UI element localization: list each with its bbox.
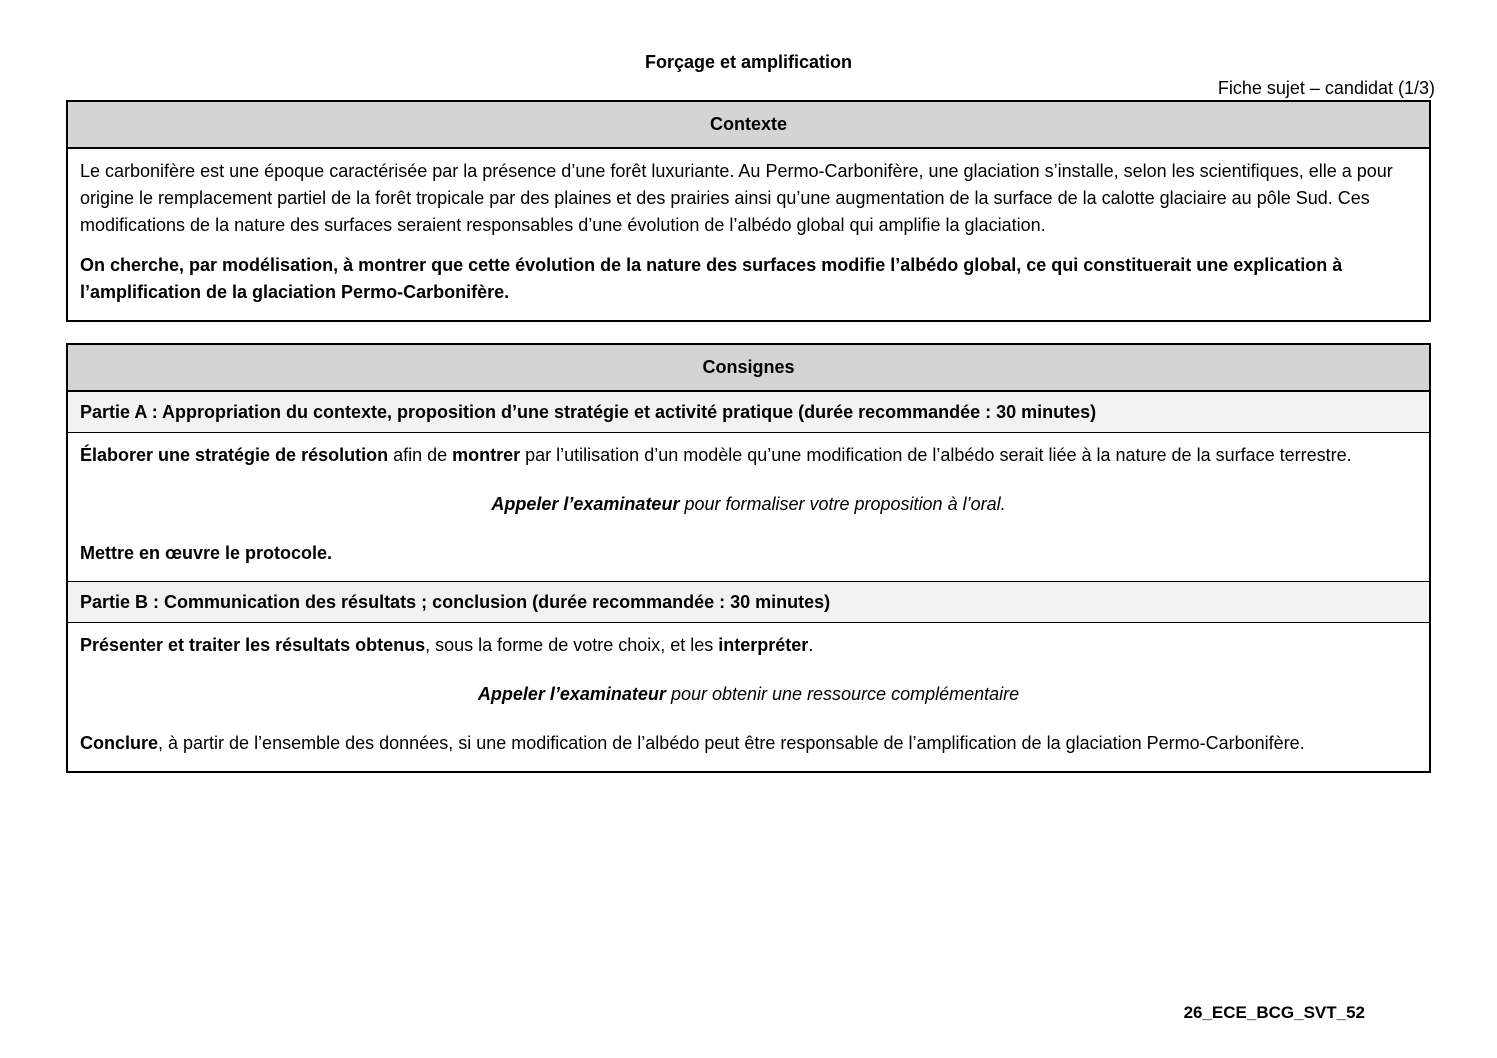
partie-b-present-paragraph: Présenter et traiter les résultats obtenus, sous la forme de votre choix, et les interpréter. <box>80 635 814 655</box>
contexte-table <box>66 100 1431 322</box>
partie-a-body-cell <box>68 442 1429 581</box>
partie-b-body-cell <box>68 632 1429 771</box>
partie-a-examiner-call: Appeler l’examinateur pour formaliser votre proposition à l’oral. <box>491 494 1006 514</box>
contexte-intro-paragraph: Le carbonifère est une époque caractérisée par la présence d’une forêt luxuriante. Au Permo-Carbonifère, une glaciation s’installe, selon les scientifiques, elle a pour origine le remplacement partiel de la forêt tropicale par des plaines et des prairies ainsi qu’une augmentation de la surface de la calotte glaciaire au pôle Sud. Ces modifications de la nature des surfaces seraient responsables d’une évolution de l’albédo global qui amplifie la glaciation. <box>80 161 1393 235</box>
partie-b-examiner-call: Appeler l’examinateur pour obtenir une ressource complémentaire <box>477 684 1020 704</box>
partie-a-header-row: Partie A : Appropriation du contexte, proposition d’une stratégie et activité pratique (durée recommandée : 30 minutes) <box>68 392 1429 433</box>
contexte-objective-paragraph: On cherche, par modélisation, à montrer que cette évolution de la nature des surfaces modifie l’albédo global, ce qui constituerait une explication à l’amplification de la glaciation Permo-Carbonifère. <box>80 255 1343 302</box>
partie-b-header-row: Partie B : Communication des résultats ; conclusion (durée recommandée : 30 minutes) <box>68 581 1429 623</box>
partie-a-strategy-paragraph: Élaborer une stratégie de résolution afin de montrer par l’utilisation d’un modèle qu’une modification de l’albédo serait liée à la nature de la surface terrestre. <box>80 445 1352 465</box>
document-title: Forçage et amplification <box>644 52 853 72</box>
consignes-table <box>66 343 1431 773</box>
document-code: 26_ECE_BCG_SVT_52 <box>1183 1003 1365 1022</box>
sheet-label: Fiche sujet – candidat (1/3) <box>1217 78 1435 98</box>
partie-a-protocol-paragraph: Mettre en œuvre le protocole. <box>80 543 333 563</box>
exam-sheet-page <box>66 0 1435 773</box>
consignes-table-header: Consignes <box>68 345 1429 392</box>
partie-b-conclude-paragraph: Conclure, à partir de l’ensemble des données, si une modification de l’albédo peut être responsable de l’amplification de la glaciation Permo-Carbonifère. <box>80 733 1305 753</box>
contexte-body-cell <box>68 158 1429 320</box>
contexte-table-header: Contexte <box>68 102 1429 149</box>
